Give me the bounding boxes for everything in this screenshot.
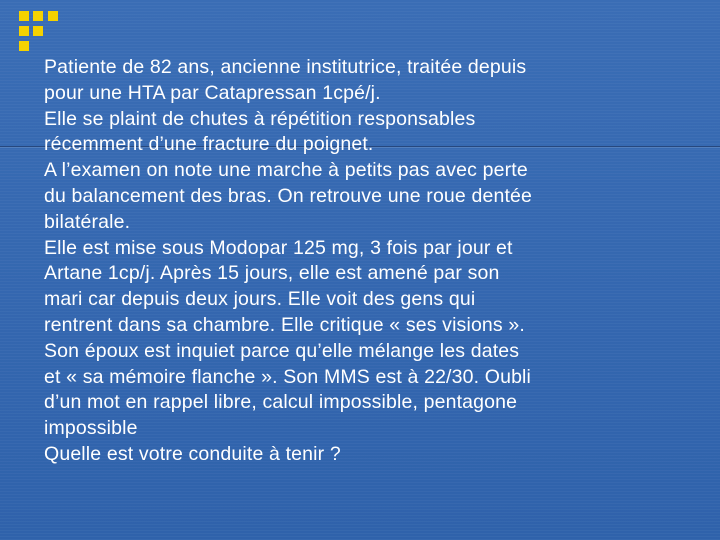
body-line: Elle est mise sous Modopar 125 mg, 3 fois par jour et	[44, 236, 513, 259]
body-line: d’un mot en rappel libre, calcul impossible, pentagone	[44, 391, 518, 414]
body-line: Artane 1cp/j. Après 15 jours, elle est amené par son	[44, 262, 500, 285]
body-line: pour une HTA par Catapressan 1cpé/j.	[44, 81, 381, 104]
body-line: Quelle est votre conduite à tenir ?	[44, 442, 341, 465]
body-line: Elle se plaint de chutes à répétition responsables	[44, 107, 476, 130]
slide-body-text	[44, 55, 714, 468]
body-line: du balancement des bras. On retrouve une roue dentée	[44, 184, 533, 207]
yellow-squares-grid-icon	[0, 0, 70, 60]
body-line: bilatérale.	[44, 210, 131, 233]
body-line: impossible	[44, 417, 138, 440]
body-line: mari car depuis deux jours. Elle voit des gens qui	[44, 288, 476, 311]
body-line: A l’examen on note une marche à petits pas avec perte	[44, 159, 528, 182]
body-line: Son époux est inquiet parce qu’elle mélange les dates	[44, 339, 520, 362]
body-line: rentrent dans sa chambre. Elle critique « ses visions ».	[44, 313, 525, 336]
body-line: récemment d’une fracture du poignet.	[44, 133, 374, 156]
body-line: Patiente de 82 ans, ancienne institutrice, traitée depuis	[44, 56, 527, 78]
body-line: et « sa mémoire flanche ». Son MMS est à 22/30. Oubli	[44, 365, 532, 388]
